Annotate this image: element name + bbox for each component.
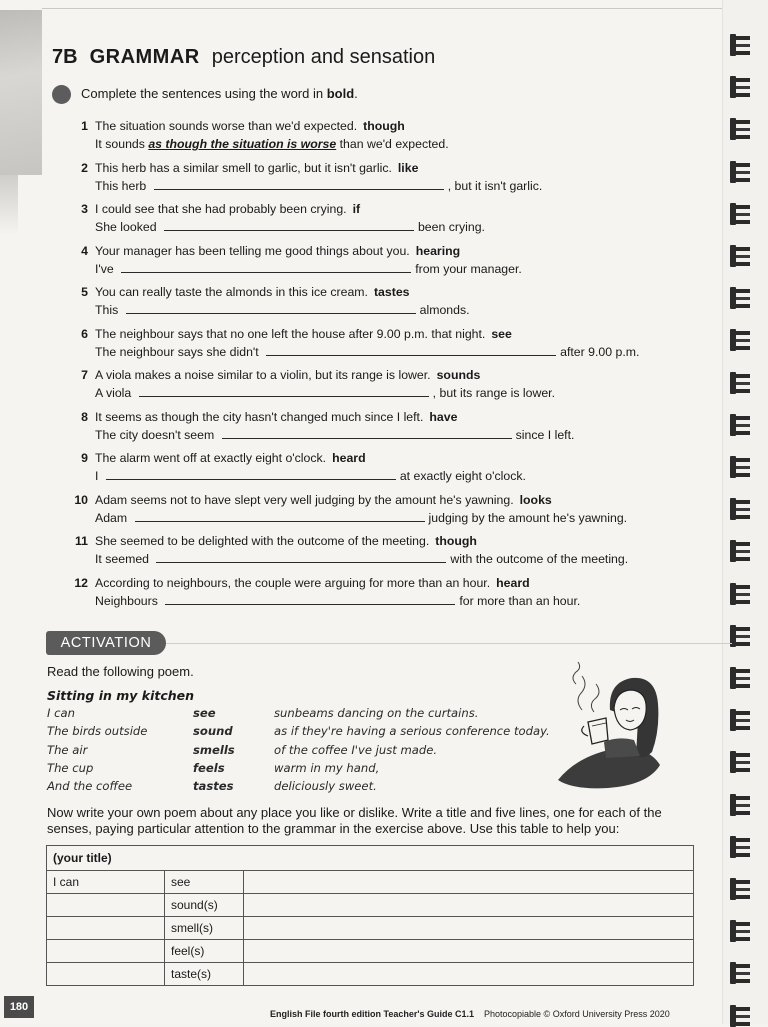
poem-rest: sunbeams dancing on the curtains. xyxy=(274,706,479,720)
exercise-tail: been crying. xyxy=(417,220,485,234)
instruction-bold-word: bold xyxy=(326,85,355,101)
table-rest-cell[interactable] xyxy=(244,917,694,940)
exercise-prompt: It seems as though the city hasn't changed much since I left. xyxy=(95,409,424,424)
exercise-prompt-line xyxy=(95,449,366,467)
binding-ring-icon xyxy=(730,751,752,773)
answer-blank[interactable] xyxy=(106,468,396,480)
exercise-answer-line xyxy=(95,467,526,485)
exercise-prompt: A viola makes a noise similar to a violin, but its range is lower. xyxy=(95,368,431,382)
exercise-prompt: The situation sounds worse than we'd expected. xyxy=(95,119,358,133)
exercise-tail: than we'd expected. xyxy=(339,137,449,151)
exercise-number: 11 xyxy=(75,534,88,548)
exercise-prompt: The alarm went off at exactly eight o'clock. xyxy=(95,451,327,465)
poem-line xyxy=(47,743,567,761)
answer-blank[interactable] xyxy=(222,427,512,439)
table-subject-cell[interactable]: I can xyxy=(47,871,165,894)
top-rule xyxy=(42,8,746,9)
woman-drinking-coffee-illustration xyxy=(548,660,668,790)
exercise-lead: The neighbour says she didn't xyxy=(95,344,259,359)
exercise-number: 5 xyxy=(81,285,88,299)
binding-ring-icon xyxy=(730,34,752,56)
exercise-answer-line xyxy=(95,301,470,319)
exercise-prompt: According to neighbours, the couple were arguing for more than an hour. xyxy=(95,575,491,590)
exercise-prompt: This herb has a similar smell to garlic, but it isn't garlic. xyxy=(95,160,392,175)
table-row xyxy=(47,940,694,963)
exercise-answer-line xyxy=(95,384,555,402)
answer-blank[interactable] xyxy=(135,510,425,522)
exercise-tail: with the outcome of the meeting. xyxy=(450,552,629,566)
exercise-keyword: heard xyxy=(496,575,530,590)
page-edge-shadow-fade xyxy=(0,175,18,235)
exercise-keyword: though xyxy=(435,534,477,548)
table-row xyxy=(47,963,694,986)
table-verb-cell: taste(s) xyxy=(165,963,244,986)
binding-ring-icon xyxy=(730,414,752,436)
table-title-row xyxy=(47,846,694,871)
poem-line xyxy=(47,706,567,724)
exercise-tail: after 9.00 p.m. xyxy=(560,344,640,359)
binding-ring-icon xyxy=(730,118,752,140)
poem-subject: The birds outside xyxy=(47,724,148,739)
exercise-prompt: The neighbour says that no one left the house after 9.00 p.m. that night. xyxy=(95,326,486,341)
exercise-keyword: have xyxy=(429,409,458,424)
exercise-prompt-line xyxy=(95,532,477,550)
exercise-number: 12 xyxy=(74,575,88,590)
answer-blank[interactable] xyxy=(266,344,556,356)
exercise-prompt: You can really taste the almonds in this ice cream. xyxy=(95,285,368,299)
exercise-example-answer: as though the situation is worse xyxy=(148,137,337,151)
poem-verb: tastes xyxy=(193,779,234,794)
exercise-prompt-line xyxy=(95,325,512,343)
binding-ring-icon xyxy=(730,161,752,183)
binding-ring-icon xyxy=(730,1005,752,1027)
table-verb-cell: see xyxy=(165,871,244,894)
exercise-prompt-line xyxy=(95,408,457,426)
table-subject-cell[interactable] xyxy=(47,940,165,963)
poem-subject: And the coffee xyxy=(47,779,133,794)
table-rest-cell[interactable] xyxy=(244,871,694,894)
exercise-lead: This herb xyxy=(95,178,147,193)
table-subject-cell[interactable] xyxy=(47,963,165,986)
table-subject-cell[interactable] xyxy=(47,917,165,940)
exercise-lead: I've xyxy=(95,261,114,276)
exercise-answer-line xyxy=(95,426,574,444)
exercise-prompt: Adam seems not to have slept very well judging by the amount he's yawning. xyxy=(95,492,514,507)
section-label: GRAMMAR xyxy=(89,46,200,68)
poem-subject: I can xyxy=(47,706,75,720)
exercise-prompt: She seemed to be delighted with the outcome of the meeting. xyxy=(95,534,430,548)
exercise-number: 8 xyxy=(81,409,88,424)
table-verb-cell: feel(s) xyxy=(165,940,244,963)
exercise-answer-line xyxy=(95,343,639,361)
answer-blank[interactable] xyxy=(139,385,429,397)
activation-badge: ACTIVATION xyxy=(46,631,166,655)
exercise-lead: Neighbours xyxy=(95,593,158,608)
exercise-number: 3 xyxy=(81,202,88,216)
page-number: 180 xyxy=(4,996,34,1018)
read-instruction: Read the following poem. xyxy=(47,664,194,679)
exercise-keyword: looks xyxy=(519,492,552,507)
answer-blank[interactable] xyxy=(126,302,416,314)
poem-verb: feels xyxy=(193,760,225,775)
binding-ring-icon xyxy=(730,372,752,394)
exercise-tail: since I left. xyxy=(515,427,575,442)
exercise-number: 2 xyxy=(81,160,88,175)
footer-copyright: Photocopiable © Oxford University Press 2020 xyxy=(484,1009,670,1019)
exercise-tail: , but its range is lower. xyxy=(432,386,556,400)
instruction-text: Complete the sentences using the word in xyxy=(81,85,324,101)
poem-line xyxy=(47,761,567,779)
exercise-keyword: heard xyxy=(332,451,366,465)
binding-ring-icon xyxy=(730,625,752,647)
exercise-answer-line xyxy=(95,260,522,278)
binding-ring-icon xyxy=(730,583,752,605)
binding-ring-icon xyxy=(730,836,752,858)
spiral-binding xyxy=(722,0,768,1024)
exercise-lead: It sounds xyxy=(95,137,145,151)
activation-rule xyxy=(166,643,732,644)
exercise-prompt-line xyxy=(95,491,552,509)
exercise-prompt-line xyxy=(95,366,480,384)
poem-line xyxy=(47,724,567,742)
exercise-keyword: see xyxy=(491,326,512,341)
exercise-answer-line xyxy=(95,135,449,153)
exercise-answer-line xyxy=(95,509,627,527)
instruction-end: . xyxy=(354,85,358,101)
answer-blank[interactable] xyxy=(156,551,446,563)
exercise-prompt-line xyxy=(95,159,418,177)
binding-ring-icon xyxy=(730,76,752,98)
binding-ring-icon xyxy=(730,920,752,942)
exercise-lead: A viola xyxy=(95,386,132,400)
poem-line xyxy=(47,779,567,797)
binding-ring-icon xyxy=(730,287,752,309)
exercise-number: 1 xyxy=(81,119,88,133)
binding-ring-icon xyxy=(730,540,752,562)
footer-book-title: English File fourth edition Teacher's Guide C1.1 xyxy=(270,1009,475,1019)
table-rest-cell[interactable] xyxy=(244,940,694,963)
binding-ring-icon xyxy=(730,667,752,689)
exercise-number: 4 xyxy=(81,243,88,258)
exercise-prompt-line xyxy=(95,283,410,301)
exercise-answer-line xyxy=(95,592,580,610)
binding-ring-icon xyxy=(730,203,752,225)
binding-ring-icon xyxy=(730,456,752,478)
page-heading xyxy=(52,46,435,69)
exercise-tail: almonds. xyxy=(419,303,470,317)
exercise-keyword: if xyxy=(352,202,361,216)
binding-ring-icon xyxy=(730,329,752,351)
table-row xyxy=(47,894,694,917)
unit-label: 7B xyxy=(52,46,78,68)
table-rest-cell[interactable] xyxy=(244,963,694,986)
exercise-lead: The city doesn't seem xyxy=(95,427,215,442)
exercise-prompt-line xyxy=(95,117,405,135)
exercise-lead: I xyxy=(95,469,99,483)
write-instruction: Now write your own poem about any place you like or dislike. Write a title and five lines, one for each of the senses, paying particular attention to the grammar in the exercise above. Use this table to help you: xyxy=(47,805,662,836)
table-title-cell[interactable]: (your title) xyxy=(47,846,694,871)
topic-label: perception and sensation xyxy=(211,46,436,68)
poem-rest: deliciously sweet. xyxy=(274,779,377,794)
poem-rest: of the coffee I've just made. xyxy=(274,742,438,757)
exercise-lead: This xyxy=(95,303,119,317)
exercise-lead: Adam xyxy=(95,510,128,525)
exercise-prompt-line xyxy=(95,200,360,218)
exercise-answer-line xyxy=(95,550,628,568)
exercise-keyword: though xyxy=(363,119,405,133)
exercise-keyword: tastes xyxy=(373,285,410,299)
instruction-line xyxy=(52,85,358,104)
answer-blank[interactable] xyxy=(121,261,411,273)
bullet-circle-icon xyxy=(52,85,71,104)
binding-ring-icon xyxy=(730,498,752,520)
exercise-number: 10 xyxy=(74,492,88,507)
poem-subject: The cup xyxy=(47,760,94,775)
binding-ring-icon xyxy=(730,878,752,900)
binding-ring-icon xyxy=(730,245,752,267)
footer xyxy=(270,1009,670,1019)
poem-subject: The air xyxy=(47,742,88,757)
exercise-prompt: I could see that she had probably been crying. xyxy=(95,202,347,216)
exercise-tail: judging by the amount he's yawning. xyxy=(428,510,628,525)
table-row xyxy=(47,917,694,940)
table-rest-cell[interactable] xyxy=(244,894,694,917)
exercise-keyword: sounds xyxy=(436,368,481,382)
table-verb-cell: smell(s) xyxy=(165,917,244,940)
exercise-number: 6 xyxy=(81,326,88,341)
poem-planning-table xyxy=(46,845,694,986)
answer-blank[interactable] xyxy=(165,593,455,605)
exercise-lead: She looked xyxy=(95,220,157,234)
table-row xyxy=(47,871,694,894)
exercise-answer-line xyxy=(95,218,485,236)
exercise-lead: It seemed xyxy=(95,552,149,566)
poem-title: Sitting in my kitchen xyxy=(47,688,195,703)
exercise-prompt: Your manager has been telling me good things about you. xyxy=(95,243,410,258)
poem-verb: see xyxy=(193,706,216,720)
table-verb-cell: sound(s) xyxy=(165,894,244,917)
exercise-prompt-line xyxy=(95,242,460,260)
binding-ring-icon xyxy=(730,709,752,731)
exercise-keyword: hearing xyxy=(415,243,461,258)
poem-verb: sound xyxy=(193,724,233,739)
exercise-keyword: like xyxy=(397,160,419,175)
exercise-number: 9 xyxy=(81,451,88,465)
poem-verb: smells xyxy=(193,742,235,757)
poem-rest: as if they're having a serious conference today. xyxy=(274,724,550,739)
exercise-prompt-line xyxy=(95,574,530,592)
binding-ring-icon xyxy=(730,794,752,816)
page-edge-shadow xyxy=(0,10,42,175)
exercise-tail: for more than an hour. xyxy=(459,593,581,608)
table-subject-cell[interactable] xyxy=(47,894,165,917)
exercise-tail: from your manager. xyxy=(415,261,522,276)
exercise-number: 7 xyxy=(81,368,88,382)
answer-blank[interactable] xyxy=(154,178,444,190)
exercise-tail: at exactly eight o'clock. xyxy=(399,469,526,483)
poem-rest: warm in my hand, xyxy=(274,760,380,775)
answer-blank[interactable] xyxy=(164,219,414,231)
exercise-tail: , but it isn't garlic. xyxy=(447,178,543,193)
binding-ring-icon xyxy=(730,962,752,984)
exercise-answer-line xyxy=(95,177,542,195)
